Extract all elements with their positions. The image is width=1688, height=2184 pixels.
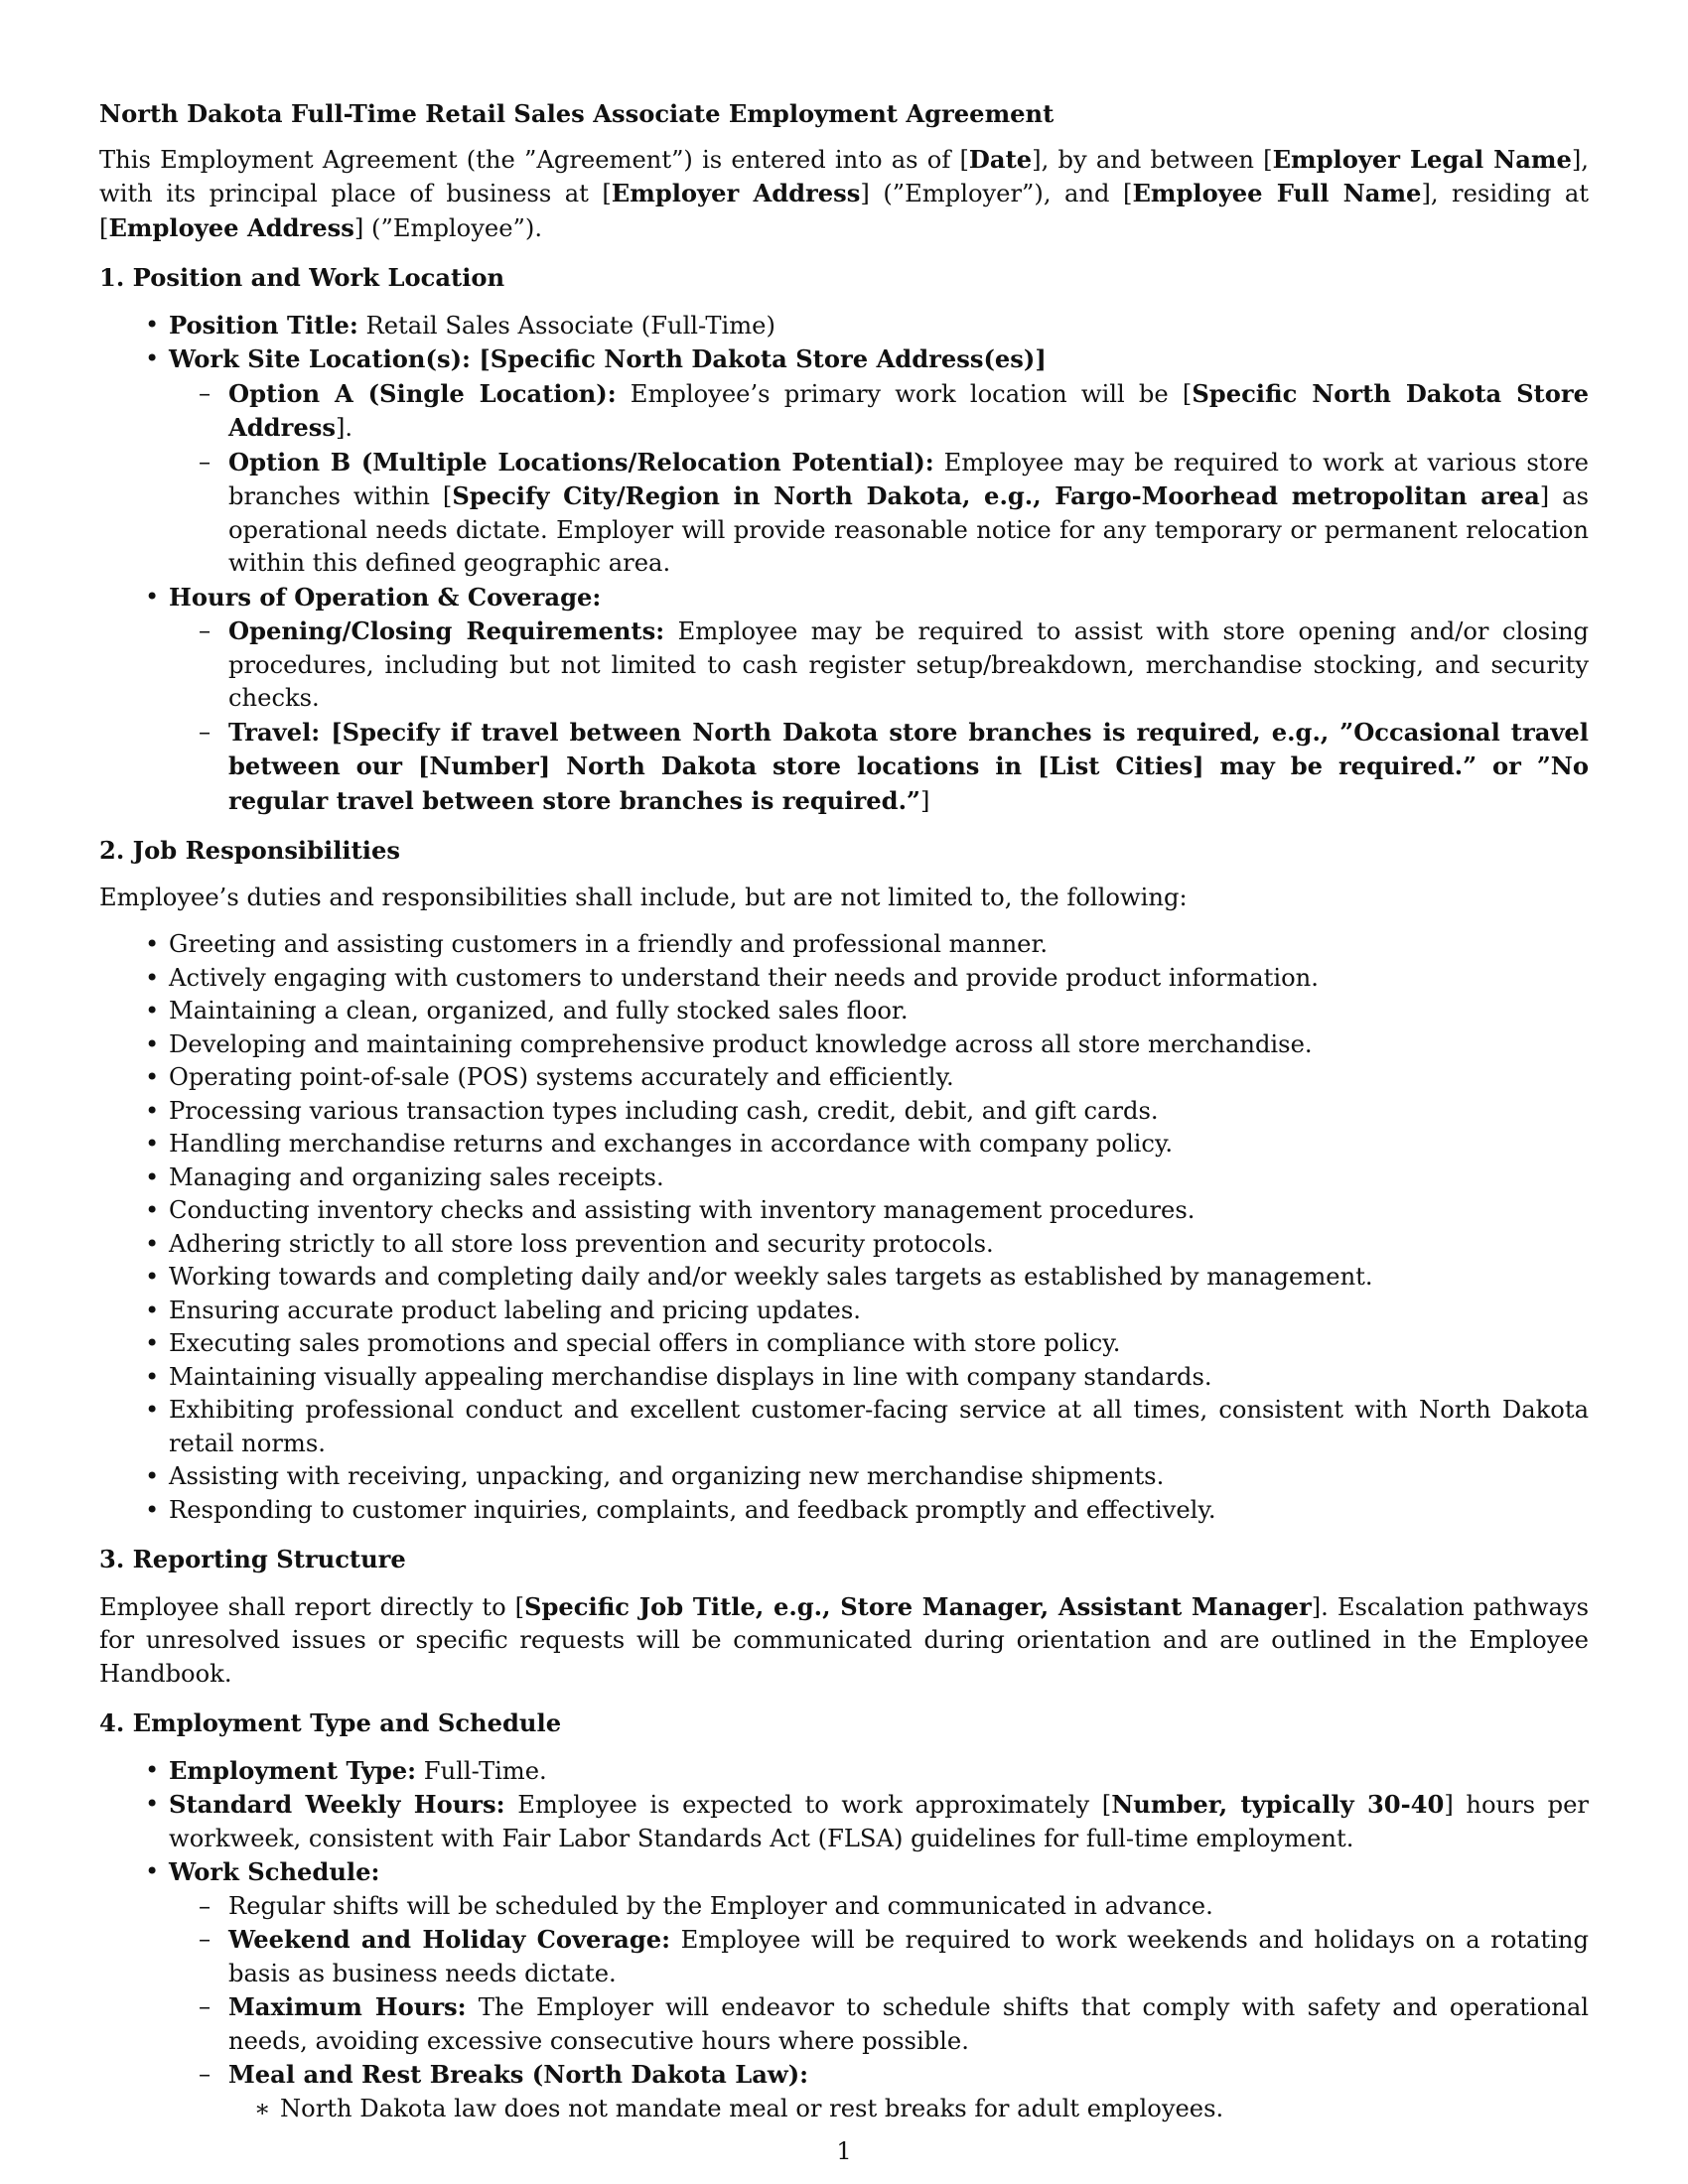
intro-text-2: ], by and between [ bbox=[1032, 145, 1273, 174]
list-item: • Working towards and completing daily and/or weekly sales targets as established by management. bbox=[99, 1261, 1589, 1295]
list-item: • Assisting with receiving, unpacking, and organizing new merchandise shipments. bbox=[99, 1460, 1589, 1494]
section-4-heading: 4. Employment Type and Schedule bbox=[99, 1708, 562, 1737]
weekend-holiday-text: Employee will be required to work weekends and holidays on a rotating basis as business needs dictate. bbox=[228, 1926, 1589, 1987]
intro-text-6: ] (”Employee”). bbox=[353, 213, 543, 242]
travel-item bbox=[169, 716, 1589, 819]
page-number: 1 bbox=[836, 2137, 852, 2165]
work-site-options bbox=[169, 377, 1589, 581]
travel-close: ] bbox=[919, 786, 930, 815]
weekend-holiday-label: Weekend and Holiday Coverage: bbox=[228, 1925, 671, 1954]
intro-paragraph bbox=[99, 143, 1589, 246]
employer-name-placeholder: Employer Legal Name bbox=[1272, 144, 1572, 174]
maximum-hours-item bbox=[169, 1990, 1589, 2058]
option-a-item bbox=[169, 377, 1589, 446]
weekly-hours-text-1: Employee is expected to work approximately [ bbox=[504, 1791, 1112, 1819]
employment-type-value: Full-Time. bbox=[416, 1756, 547, 1785]
position-title-value: Retail Sales Associate (Full-Time) bbox=[357, 311, 775, 340]
section-2-heading: 2. Job Responsibilities bbox=[99, 836, 400, 865]
meal-rest-breaks-sublist bbox=[228, 2093, 1589, 2126]
regular-shifts-item: – Regular shifts will be scheduled by the Employer and communicated in advance. bbox=[169, 1890, 1589, 1924]
option-b-label: Option B (Multiple Locations/Relocation Potential): bbox=[228, 447, 934, 477]
responsibilities-list bbox=[99, 928, 1589, 1527]
reporting-paragraph bbox=[99, 1590, 1589, 1692]
weekly-hours-item bbox=[99, 1788, 1589, 1855]
employment-type-label: Employment Type: bbox=[169, 1755, 417, 1785]
list-item: • Greeting and assisting customers in a friendly and professional manner. bbox=[99, 928, 1589, 962]
meal-rest-breaks-label: Meal and Rest Breaks (North Dakota Law): bbox=[228, 2060, 809, 2089]
hours-coverage-sublist bbox=[169, 614, 1589, 818]
maximum-hours-label: Maximum Hours: bbox=[228, 1992, 467, 2021]
weekend-holiday-item bbox=[169, 1923, 1589, 1990]
meal-rest-breaks-item bbox=[169, 2058, 1589, 2125]
section-1-heading: 1. Position and Work Location bbox=[99, 263, 505, 292]
list-item: • Processing various transaction types including cash, credit, debit, and gift cards. bbox=[99, 1095, 1589, 1129]
section-4-list bbox=[99, 1754, 1589, 2126]
opening-closing-text: Employee may be required to assist with store opening and/or closing procedures, including but not limited to cash register setup/breakdown, merchandise stocking, and security checks. bbox=[228, 617, 1590, 712]
reporting-text-2: ]. Escalation pathways for unresolved issues or specific requests will be communicated during orientation and are outlined in the Employee Handbook. bbox=[99, 1592, 1589, 1688]
maximum-hours-text: The Employer will endeavor to schedule shifts that comply with safety and operational needs, avoiding excessive consecutive hours where possible. bbox=[228, 1993, 1589, 2055]
list-item: • Maintaining visually appealing merchandise displays in line with company standards. bbox=[99, 1361, 1589, 1395]
option-b-text-2: ] as operational needs dictate. Employer will provide reasonable notice for any temporary or permanent relocation within this defined geographic area. bbox=[228, 482, 1589, 577]
document-page bbox=[99, 97, 1589, 2139]
employment-type-item bbox=[99, 1754, 1589, 1789]
intro-text-1: This Employment Agreement (the ”Agreement”) is entered into as of [ bbox=[99, 145, 969, 174]
reporting-placeholder: Specific Job Title, e.g., Store Manager, Assistant Manager bbox=[524, 1591, 1312, 1621]
list-item: • Ensuring accurate product labeling and pricing updates. bbox=[99, 1295, 1589, 1328]
list-item: • Executing sales promotions and special offers in compliance with store policy. bbox=[99, 1327, 1589, 1361]
date-placeholder: Date bbox=[968, 144, 1033, 174]
employee-name-placeholder: Employee Full Name bbox=[1132, 179, 1422, 207]
list-item: • Conducting inventory checks and assisting with inventory management procedures. bbox=[99, 1194, 1589, 1228]
option-a-placeholder: Specific North Dakota Store Address bbox=[228, 378, 1589, 442]
document-title: North Dakota Full-Time Retail Sales Associate Employment Agreement bbox=[99, 99, 1055, 128]
section-1-list bbox=[99, 309, 1589, 819]
weekly-hours-placeholder: Number, typically 30-40 bbox=[1111, 1790, 1445, 1819]
list-item: • Exhibiting professional conduct and excellent customer-facing service at all times, consistent with North Dakota retail norms. bbox=[99, 1394, 1589, 1460]
list-item: • Managing and organizing sales receipts. bbox=[99, 1161, 1589, 1195]
option-b-placeholder: Specify City/Region in North Dakota, e.g., Fargo-Moorhead metropolitan area bbox=[452, 481, 1540, 510]
work-schedule-sublist bbox=[169, 1890, 1589, 2126]
list-item: • Adhering strictly to all store loss prevention and security protocols. bbox=[99, 1228, 1589, 1262]
responsibilities-intro: Employee’s duties and responsibilities shall include, but are not limited to, the following: bbox=[99, 883, 1188, 911]
reporting-text-1: Employee shall report directly to [ bbox=[99, 1592, 525, 1621]
list-item: • Developing and maintaining comprehensive product knowledge across all store merchandise. bbox=[99, 1028, 1589, 1062]
work-schedule-item bbox=[99, 1855, 1589, 2125]
option-b-text-1: Employee may be required to work at various store branches within [ bbox=[228, 448, 1589, 510]
intro-text-3: ], with its principal place of business at [ bbox=[99, 145, 1589, 207]
work-schedule-label: Work Schedule: bbox=[169, 1857, 380, 1886]
intro-text-4: ] (”Employer”), and [ bbox=[860, 180, 1133, 207]
work-site-item bbox=[99, 342, 1589, 581]
weekly-hours-text-2: ] hours per workweek, consistent with Fair Labor Standards Act (FLSA) guidelines for full-time employment. bbox=[169, 1791, 1589, 1852]
travel-label: Travel: [Specify if travel between North Dakota store branches is required, e.g., ”Occasional travel between our [Number] North Dakota store locations in [List Cities] may be required.” or ”No regular travel between store branches is required.” bbox=[228, 717, 1589, 815]
intro-text-5: ], residing at [ bbox=[99, 180, 1589, 242]
weekly-hours-label: Standard Weekly Hours: bbox=[169, 1790, 505, 1819]
option-a-text-2: ]. bbox=[335, 414, 353, 442]
list-item: • Maintaining a clean, organized, and fully stocked sales floor. bbox=[99, 995, 1589, 1028]
hours-coverage-item bbox=[99, 581, 1589, 819]
position-title-label: Position Title: bbox=[169, 310, 358, 340]
option-b-item bbox=[169, 446, 1589, 581]
opening-closing-item bbox=[169, 614, 1589, 716]
list-item: • Operating point-of-sale (POS) systems accurately and efficiently. bbox=[99, 1061, 1589, 1095]
hours-coverage-label: Hours of Operation & Coverage: bbox=[169, 582, 602, 612]
opening-closing-label: Opening/Closing Requirements: bbox=[228, 616, 665, 645]
list-item: • Responding to customer inquiries, complaints, and feedback promptly and effectively. bbox=[99, 1494, 1589, 1528]
list-item: • Handling merchandise returns and exchanges in accordance with company policy. bbox=[99, 1128, 1589, 1161]
employer-address-placeholder: Employer Address bbox=[611, 179, 861, 207]
work-site-label: Work Site Location(s): [Specific North Dakota Store Address(es)] bbox=[169, 344, 1047, 373]
option-a-text-1: Employee’s primary work location will be [ bbox=[616, 379, 1193, 408]
list-item: • Actively engaging with customers to understand their needs and provide product information. bbox=[99, 962, 1589, 996]
employee-address-placeholder: Employee Address bbox=[108, 212, 354, 242]
section-3-heading: 3. Reporting Structure bbox=[99, 1545, 406, 1573]
position-title-item bbox=[99, 309, 1589, 343]
option-a-label: Option A (Single Location): bbox=[228, 378, 617, 408]
meal-rest-breaks-note: ∗ North Dakota law does not mandate meal or rest breaks for adult employees. bbox=[228, 2093, 1589, 2126]
